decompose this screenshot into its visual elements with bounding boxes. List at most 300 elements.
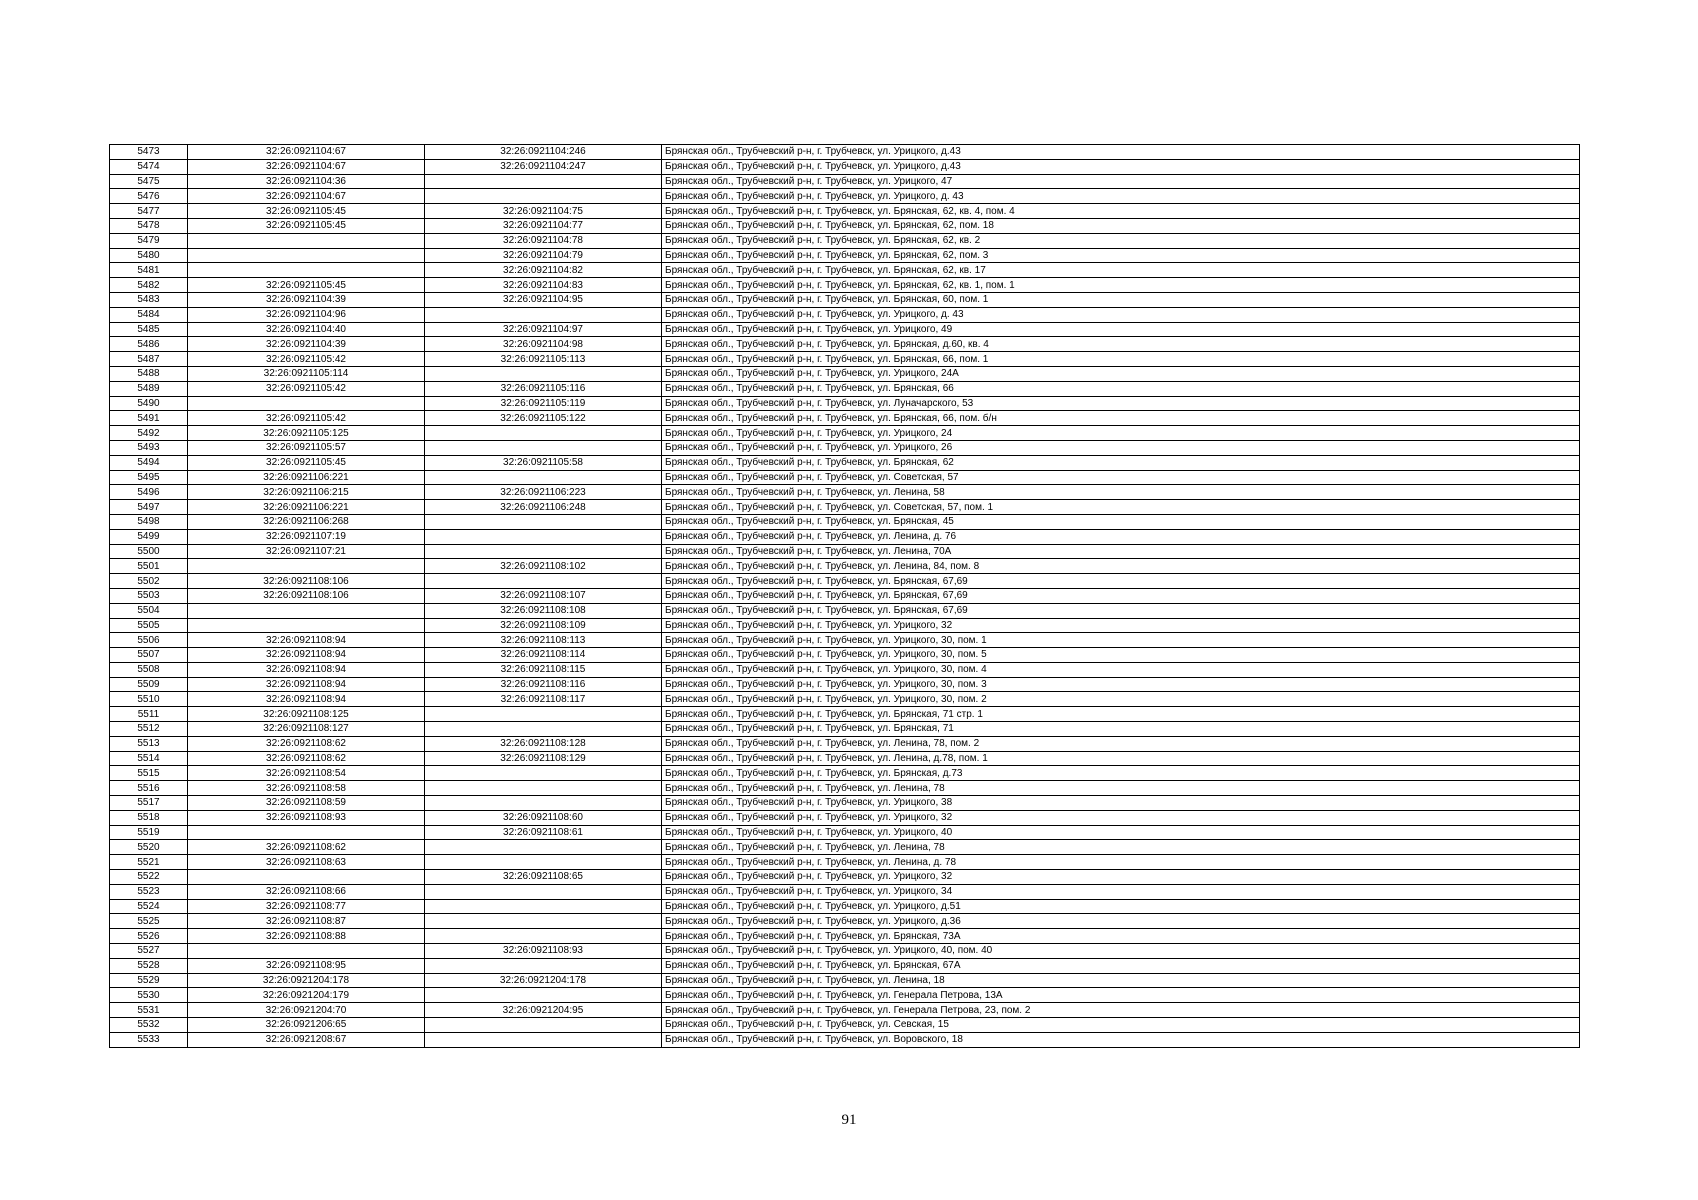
land-cadastral-number-cell bbox=[188, 825, 425, 840]
row-number-cell: 5502 bbox=[110, 574, 188, 589]
address-cell: Брянская обл., Трубчевский р-н, г. Трубчевск, ул. Брянская, д.73 bbox=[662, 766, 1580, 781]
table-row bbox=[110, 145, 1580, 160]
address-cell: Брянская обл., Трубчевский р-н, г. Трубчевск, ул. Брянская, 62, пом. 3 bbox=[662, 248, 1580, 263]
row-number-cell: 5487 bbox=[110, 352, 188, 367]
land-cadastral-number-cell bbox=[188, 233, 425, 248]
land-cadastral-number-cell: 32:26:0921108:66 bbox=[188, 884, 425, 899]
table-row bbox=[110, 248, 1580, 263]
land-cadastral-number-cell: 32:26:0921108:59 bbox=[188, 796, 425, 811]
row-number-cell: 5521 bbox=[110, 855, 188, 870]
table-row bbox=[110, 973, 1580, 988]
row-number-cell: 5530 bbox=[110, 988, 188, 1003]
table-row bbox=[110, 1003, 1580, 1018]
row-number-cell: 5499 bbox=[110, 529, 188, 544]
object-cadastral-number-cell: 32:26:0921104:77 bbox=[425, 218, 662, 233]
object-cadastral-number-cell bbox=[425, 470, 662, 485]
table-row bbox=[110, 722, 1580, 737]
land-cadastral-number-cell: 32:26:0921106:268 bbox=[188, 514, 425, 529]
table-row bbox=[110, 899, 1580, 914]
row-number-cell: 5483 bbox=[110, 292, 188, 307]
row-number-cell: 5498 bbox=[110, 514, 188, 529]
address-cell: Брянская обл., Трубчевский р-н, г. Трубчевск, ул. Урицкого, 32 bbox=[662, 810, 1580, 825]
object-cadastral-number-cell: 32:26:0921105:58 bbox=[425, 455, 662, 470]
address-cell: Брянская обл., Трубчевский р-н, г. Трубчевск, ул. Брянская, д.60, кв. 4 bbox=[662, 337, 1580, 352]
table-row bbox=[110, 840, 1580, 855]
row-number-cell: 5518 bbox=[110, 810, 188, 825]
table-row bbox=[110, 426, 1580, 441]
object-cadastral-number-cell: 32:26:0921108:65 bbox=[425, 870, 662, 885]
address-cell: Брянская обл., Трубчевский р-н, г. Трубчевск, ул. Урицкого, 32 bbox=[662, 618, 1580, 633]
address-cell: Брянская обл., Трубчевский р-н, г. Трубчевск, ул. Брянская, 62, кв. 2 bbox=[662, 233, 1580, 248]
object-cadastral-number-cell: 32:26:0921204:95 bbox=[425, 1003, 662, 1018]
row-number-cell: 5481 bbox=[110, 263, 188, 278]
table-row bbox=[110, 470, 1580, 485]
row-number-cell: 5533 bbox=[110, 1032, 188, 1047]
object-cadastral-number-cell: 32:26:0921104:246 bbox=[425, 145, 662, 160]
row-number-cell: 5496 bbox=[110, 485, 188, 500]
object-cadastral-number-cell bbox=[425, 766, 662, 781]
address-cell: Брянская обл., Трубчевский р-н, г. Трубчевск, ул. Ленина, д. 78 bbox=[662, 855, 1580, 870]
address-cell: Брянская обл., Трубчевский р-н, г. Трубчевск, ул. Урицкого, 49 bbox=[662, 322, 1580, 337]
object-cadastral-number-cell bbox=[425, 1018, 662, 1033]
address-cell: Брянская обл., Трубчевский р-н, г. Трубчевск, ул. Урицкого, 40 bbox=[662, 825, 1580, 840]
row-number-cell: 5520 bbox=[110, 840, 188, 855]
address-cell: Брянская обл., Трубчевский р-н, г. Трубчевск, ул. Урицкого, 47 bbox=[662, 174, 1580, 189]
object-cadastral-number-cell: 32:26:0921104:98 bbox=[425, 337, 662, 352]
object-cadastral-number-cell bbox=[425, 574, 662, 589]
land-cadastral-number-cell: 32:26:0921108:62 bbox=[188, 736, 425, 751]
row-number-cell: 5489 bbox=[110, 381, 188, 396]
land-cadastral-number-cell: 32:26:0921108:95 bbox=[188, 958, 425, 973]
address-cell: Брянская обл., Трубчевский р-н, г. Трубчевск, ул. Советская, 57 bbox=[662, 470, 1580, 485]
table-row bbox=[110, 337, 1580, 352]
object-cadastral-number-cell: 32:26:0921105:122 bbox=[425, 411, 662, 426]
land-cadastral-number-cell: 32:26:0921105:45 bbox=[188, 278, 425, 293]
address-cell: Брянская обл., Трубчевский р-н, г. Трубчевск, ул. Брянская, 71 стр. 1 bbox=[662, 707, 1580, 722]
address-cell: Брянская обл., Трубчевский р-н, г. Трубчевск, ул. Брянская, 67,69 bbox=[662, 603, 1580, 618]
address-cell: Брянская обл., Трубчевский р-н, г. Трубчевск, ул. Брянская, 62 bbox=[662, 455, 1580, 470]
address-cell: Брянская обл., Трубчевский р-н, г. Трубчевск, ул. Брянская, 67А bbox=[662, 958, 1580, 973]
object-cadastral-number-cell: 32:26:0921108:128 bbox=[425, 736, 662, 751]
table-row bbox=[110, 870, 1580, 885]
land-cadastral-number-cell: 32:26:0921105:45 bbox=[188, 218, 425, 233]
row-number-cell: 5523 bbox=[110, 884, 188, 899]
address-cell: Брянская обл., Трубчевский р-н, г. Трубчевск, ул. Урицкого, 26 bbox=[662, 440, 1580, 455]
land-cadastral-number-cell: 32:26:0921108:127 bbox=[188, 722, 425, 737]
address-cell: Брянская обл., Трубчевский р-н, г. Трубчевск, ул. Урицкого, 24А bbox=[662, 366, 1580, 381]
row-number-cell: 5475 bbox=[110, 174, 188, 189]
table-row bbox=[110, 736, 1580, 751]
table-row bbox=[110, 514, 1580, 529]
address-cell: Брянская обл., Трубчевский р-н, г. Трубчевск, ул. Советская, 57, пом. 1 bbox=[662, 500, 1580, 515]
land-cadastral-number-cell: 32:26:0921104:67 bbox=[188, 189, 425, 204]
object-cadastral-number-cell: 32:26:0921104:95 bbox=[425, 292, 662, 307]
object-cadastral-number-cell bbox=[425, 914, 662, 929]
address-cell: Брянская обл., Трубчевский р-н, г. Трубчевск, ул. Ленина, 78 bbox=[662, 840, 1580, 855]
table-row bbox=[110, 633, 1580, 648]
land-cadastral-number-cell: 32:26:0921104:67 bbox=[188, 145, 425, 160]
table-row bbox=[110, 411, 1580, 426]
object-cadastral-number-cell bbox=[425, 426, 662, 441]
address-cell: Брянская обл., Трубчевский р-н, г. Трубчевск, ул. Урицкого, д.36 bbox=[662, 914, 1580, 929]
object-cadastral-number-cell: 32:26:0921108:108 bbox=[425, 603, 662, 618]
row-number-cell: 5494 bbox=[110, 455, 188, 470]
address-cell: Брянская обл., Трубчевский р-н, г. Трубчевск, ул. Воровского, 18 bbox=[662, 1032, 1580, 1047]
land-cadastral-number-cell bbox=[188, 263, 425, 278]
object-cadastral-number-cell: 32:26:0921108:60 bbox=[425, 810, 662, 825]
object-cadastral-number-cell bbox=[425, 529, 662, 544]
row-number-cell: 5504 bbox=[110, 603, 188, 618]
row-number-cell: 5497 bbox=[110, 500, 188, 515]
row-number-cell: 5529 bbox=[110, 973, 188, 988]
land-cadastral-number-cell: 32:26:0921108:94 bbox=[188, 677, 425, 692]
object-cadastral-number-cell bbox=[425, 174, 662, 189]
row-number-cell: 5492 bbox=[110, 426, 188, 441]
address-cell: Брянская обл., Трубчевский р-н, г. Трубчевск, ул. Урицкого, д. 43 bbox=[662, 307, 1580, 322]
land-cadastral-number-cell bbox=[188, 559, 425, 574]
table-row bbox=[110, 159, 1580, 174]
object-cadastral-number-cell bbox=[425, 366, 662, 381]
row-number-cell: 5511 bbox=[110, 707, 188, 722]
object-cadastral-number-cell bbox=[425, 781, 662, 796]
table-row bbox=[110, 366, 1580, 381]
table-row bbox=[110, 322, 1580, 337]
address-cell: Брянская обл., Трубчевский р-н, г. Трубчевск, ул. Брянская, 71 bbox=[662, 722, 1580, 737]
address-cell: Брянская обл., Трубчевский р-н, г. Трубчевск, ул. Урицкого, д. 43 bbox=[662, 189, 1580, 204]
land-cadastral-number-cell: 32:26:0921107:21 bbox=[188, 544, 425, 559]
row-number-cell: 5508 bbox=[110, 662, 188, 677]
land-cadastral-number-cell: 32:26:0921104:36 bbox=[188, 174, 425, 189]
row-number-cell: 5485 bbox=[110, 322, 188, 337]
row-number-cell: 5479 bbox=[110, 233, 188, 248]
row-number-cell: 5516 bbox=[110, 781, 188, 796]
land-cadastral-number-cell: 32:26:0921105:45 bbox=[188, 204, 425, 219]
row-number-cell: 5503 bbox=[110, 588, 188, 603]
table-row bbox=[110, 825, 1580, 840]
object-cadastral-number-cell: 32:26:0921105:113 bbox=[425, 352, 662, 367]
object-cadastral-number-cell: 32:26:0921104:79 bbox=[425, 248, 662, 263]
address-cell: Брянская обл., Трубчевский р-н, г. Трубчевск, ул. Урицкого, 34 bbox=[662, 884, 1580, 899]
address-cell: Брянская обл., Трубчевский р-н, г. Трубчевск, ул. Урицкого, 24 bbox=[662, 426, 1580, 441]
table-row bbox=[110, 958, 1580, 973]
land-cadastral-number-cell: 32:26:0921108:58 bbox=[188, 781, 425, 796]
land-cadastral-number-cell: 32:26:0921204:70 bbox=[188, 1003, 425, 1018]
land-cadastral-number-cell: 32:26:0921108:93 bbox=[188, 810, 425, 825]
address-cell: Брянская обл., Трубчевский р-н, г. Трубчевск, ул. Брянская, 60, пом. 1 bbox=[662, 292, 1580, 307]
table-row bbox=[110, 544, 1580, 559]
row-number-cell: 5505 bbox=[110, 618, 188, 633]
address-cell: Брянская обл., Трубчевский р-н, г. Трубчевск, ул. Брянская, 66, пом. б/н bbox=[662, 411, 1580, 426]
table-row bbox=[110, 574, 1580, 589]
land-cadastral-number-cell: 32:26:0921105:45 bbox=[188, 455, 425, 470]
address-cell: Брянская обл., Трубчевский р-н, г. Трубчевск, ул. Ленина, д. 76 bbox=[662, 529, 1580, 544]
address-cell: Брянская обл., Трубчевский р-н, г. Трубчевск, ул. Урицкого, 30, пом. 1 bbox=[662, 633, 1580, 648]
land-cadastral-number-cell: 32:26:0921108:94 bbox=[188, 648, 425, 663]
address-cell: Брянская обл., Трубчевский р-н, г. Трубчевск, ул. Ленина, 58 bbox=[662, 485, 1580, 500]
address-cell: Брянская обл., Трубчевский р-н, г. Трубчевск, ул. Брянская, 73А bbox=[662, 929, 1580, 944]
object-cadastral-number-cell: 32:26:0921105:116 bbox=[425, 381, 662, 396]
object-cadastral-number-cell: 32:26:0921108:61 bbox=[425, 825, 662, 840]
land-cadastral-number-cell: 32:26:0921104:96 bbox=[188, 307, 425, 322]
row-number-cell: 5526 bbox=[110, 929, 188, 944]
row-number-cell: 5532 bbox=[110, 1018, 188, 1033]
address-cell: Брянская обл., Трубчевский р-н, г. Трубчевск, ул. Урицкого, 30, пом. 4 bbox=[662, 662, 1580, 677]
address-cell: Брянская обл., Трубчевский р-н, г. Трубчевск, ул. Брянская, 66, пом. 1 bbox=[662, 352, 1580, 367]
address-cell: Брянская обл., Трубчевский р-н, г. Трубчевск, ул. Ленина, д.78, пом. 1 bbox=[662, 751, 1580, 766]
object-cadastral-number-cell bbox=[425, 884, 662, 899]
row-number-cell: 5519 bbox=[110, 825, 188, 840]
row-number-cell: 5490 bbox=[110, 396, 188, 411]
object-cadastral-number-cell bbox=[425, 514, 662, 529]
row-number-cell: 5482 bbox=[110, 278, 188, 293]
row-number-cell: 5500 bbox=[110, 544, 188, 559]
land-cadastral-number-cell: 32:26:0921108:77 bbox=[188, 899, 425, 914]
row-number-cell: 5480 bbox=[110, 248, 188, 263]
object-cadastral-number-cell: 32:26:0921104:75 bbox=[425, 204, 662, 219]
object-cadastral-number-cell bbox=[425, 189, 662, 204]
table-row bbox=[110, 766, 1580, 781]
row-number-cell: 5476 bbox=[110, 189, 188, 204]
address-cell: Брянская обл., Трубчевский р-н, г. Трубчевск, ул. Урицкого, 30, пом. 5 bbox=[662, 648, 1580, 663]
table-row bbox=[110, 884, 1580, 899]
row-number-cell: 5488 bbox=[110, 366, 188, 381]
object-cadastral-number-cell bbox=[425, 707, 662, 722]
table-row bbox=[110, 810, 1580, 825]
land-cadastral-number-cell: 32:26:0921208:67 bbox=[188, 1032, 425, 1047]
table-row bbox=[110, 677, 1580, 692]
land-cadastral-number-cell: 32:26:0921108:125 bbox=[188, 707, 425, 722]
table-row bbox=[110, 648, 1580, 663]
address-cell: Брянская обл., Трубчевский р-н, г. Трубчевск, ул. Урицкого, 32 bbox=[662, 870, 1580, 885]
land-cadastral-number-cell: 32:26:0921105:42 bbox=[188, 411, 425, 426]
row-number-cell: 5528 bbox=[110, 958, 188, 973]
object-cadastral-number-cell: 32:26:0921108:107 bbox=[425, 588, 662, 603]
object-cadastral-number-cell bbox=[425, 958, 662, 973]
table-row bbox=[110, 352, 1580, 367]
table-row bbox=[110, 500, 1580, 515]
address-cell: Брянская обл., Трубчевский р-н, г. Трубчевск, ул. Брянская, 62, кв. 1, пом. 1 bbox=[662, 278, 1580, 293]
row-number-cell: 5478 bbox=[110, 218, 188, 233]
row-number-cell: 5515 bbox=[110, 766, 188, 781]
table-row bbox=[110, 796, 1580, 811]
address-cell: Брянская обл., Трубчевский р-н, г. Трубчевск, ул. Ленина, 70А bbox=[662, 544, 1580, 559]
row-number-cell: 5531 bbox=[110, 1003, 188, 1018]
land-cadastral-number-cell bbox=[188, 603, 425, 618]
land-cadastral-number-cell: 32:26:0921104:40 bbox=[188, 322, 425, 337]
address-cell: Брянская обл., Трубчевский р-н, г. Трубчевск, ул. Урицкого, д.43 bbox=[662, 159, 1580, 174]
row-number-cell: 5473 bbox=[110, 145, 188, 160]
object-cadastral-number-cell bbox=[425, 840, 662, 855]
address-cell: Брянская обл., Трубчевский р-н, г. Трубчевск, ул. Урицкого, д.51 bbox=[662, 899, 1580, 914]
table-row bbox=[110, 189, 1580, 204]
registry-table bbox=[109, 144, 1580, 1048]
page-number: 91 bbox=[841, 1112, 857, 1128]
land-cadastral-number-cell: 32:26:0921108:94 bbox=[188, 633, 425, 648]
land-cadastral-number-cell: 32:26:0921104:39 bbox=[188, 292, 425, 307]
object-cadastral-number-cell bbox=[425, 988, 662, 1003]
object-cadastral-number-cell bbox=[425, 722, 662, 737]
land-cadastral-number-cell: 32:26:0921104:67 bbox=[188, 159, 425, 174]
address-cell: Брянская обл., Трубчевский р-н, г. Трубчевск, ул. Урицкого, 38 bbox=[662, 796, 1580, 811]
object-cadastral-number-cell bbox=[425, 899, 662, 914]
land-cadastral-number-cell: 32:26:0921108:94 bbox=[188, 692, 425, 707]
address-cell: Брянская обл., Трубчевский р-н, г. Трубчевск, ул. Ленина, 78 bbox=[662, 781, 1580, 796]
object-cadastral-number-cell: 32:26:0921108:109 bbox=[425, 618, 662, 633]
land-cadastral-number-cell: 32:26:0921204:179 bbox=[188, 988, 425, 1003]
table-row bbox=[110, 588, 1580, 603]
address-cell: Брянская обл., Трубчевский р-н, г. Трубчевск, ул. Брянская, 66 bbox=[662, 381, 1580, 396]
row-number-cell: 5477 bbox=[110, 204, 188, 219]
object-cadastral-number-cell bbox=[425, 796, 662, 811]
object-cadastral-number-cell bbox=[425, 1032, 662, 1047]
row-number-cell: 5522 bbox=[110, 870, 188, 885]
object-cadastral-number-cell: 32:26:0921108:117 bbox=[425, 692, 662, 707]
object-cadastral-number-cell: 32:26:0921108:93 bbox=[425, 944, 662, 959]
row-number-cell: 5507 bbox=[110, 648, 188, 663]
address-cell: Брянская обл., Трубчевский р-н, г. Трубчевск, ул. Урицкого, д.43 bbox=[662, 145, 1580, 160]
table-row bbox=[110, 1032, 1580, 1047]
row-number-cell: 5493 bbox=[110, 440, 188, 455]
land-cadastral-number-cell: 32:26:0921108:62 bbox=[188, 751, 425, 766]
table-row bbox=[110, 751, 1580, 766]
table-row bbox=[110, 292, 1580, 307]
table-row bbox=[110, 559, 1580, 574]
address-cell: Брянская обл., Трубчевский р-н, г. Трубчевск, ул. Брянская, 45 bbox=[662, 514, 1580, 529]
land-cadastral-number-cell: 32:26:0921104:39 bbox=[188, 337, 425, 352]
land-cadastral-number-cell bbox=[188, 870, 425, 885]
address-cell: Брянская обл., Трубчевский р-н, г. Трубчевск, ул. Урицкого, 40, пом. 40 bbox=[662, 944, 1580, 959]
land-cadastral-number-cell: 32:26:0921108:106 bbox=[188, 574, 425, 589]
row-number-cell: 5513 bbox=[110, 736, 188, 751]
table-row bbox=[110, 278, 1580, 293]
row-number-cell: 5486 bbox=[110, 337, 188, 352]
table-row bbox=[110, 233, 1580, 248]
object-cadastral-number-cell: 32:26:0921204:178 bbox=[425, 973, 662, 988]
land-cadastral-number-cell: 32:26:0921105:42 bbox=[188, 381, 425, 396]
land-cadastral-number-cell: 32:26:0921108:63 bbox=[188, 855, 425, 870]
row-number-cell: 5527 bbox=[110, 944, 188, 959]
address-cell: Брянская обл., Трубчевский р-н, г. Трубчевск, ул. Ленина, 18 bbox=[662, 973, 1580, 988]
address-cell: Брянская обл., Трубчевский р-н, г. Трубчевск, ул. Брянская, 67,69 bbox=[662, 588, 1580, 603]
object-cadastral-number-cell: 32:26:0921106:223 bbox=[425, 485, 662, 500]
object-cadastral-number-cell: 32:26:0921104:247 bbox=[425, 159, 662, 174]
object-cadastral-number-cell: 32:26:0921108:115 bbox=[425, 662, 662, 677]
land-cadastral-number-cell bbox=[188, 396, 425, 411]
row-number-cell: 5514 bbox=[110, 751, 188, 766]
table-row bbox=[110, 455, 1580, 470]
object-cadastral-number-cell: 32:26:0921105:119 bbox=[425, 396, 662, 411]
row-number-cell: 5510 bbox=[110, 692, 188, 707]
row-number-cell: 5509 bbox=[110, 677, 188, 692]
address-cell: Брянская обл., Трубчевский р-н, г. Трубчевск, ул. Севская, 15 bbox=[662, 1018, 1580, 1033]
object-cadastral-number-cell: 32:26:0921104:97 bbox=[425, 322, 662, 337]
land-cadastral-number-cell: 32:26:0921107:19 bbox=[188, 529, 425, 544]
registry-table-body bbox=[110, 145, 1580, 1048]
object-cadastral-number-cell bbox=[425, 544, 662, 559]
table-row bbox=[110, 944, 1580, 959]
land-cadastral-number-cell bbox=[188, 618, 425, 633]
object-cadastral-number-cell bbox=[425, 307, 662, 322]
object-cadastral-number-cell: 32:26:0921104:78 bbox=[425, 233, 662, 248]
land-cadastral-number-cell: 32:26:0921108:94 bbox=[188, 662, 425, 677]
object-cadastral-number-cell: 32:26:0921104:82 bbox=[425, 263, 662, 278]
land-cadastral-number-cell: 32:26:0921108:54 bbox=[188, 766, 425, 781]
table-row bbox=[110, 855, 1580, 870]
row-number-cell: 5491 bbox=[110, 411, 188, 426]
object-cadastral-number-cell: 32:26:0921108:113 bbox=[425, 633, 662, 648]
table-row bbox=[110, 263, 1580, 278]
land-cadastral-number-cell: 32:26:0921105:42 bbox=[188, 352, 425, 367]
land-cadastral-number-cell: 32:26:0921108:88 bbox=[188, 929, 425, 944]
table-row bbox=[110, 307, 1580, 322]
table-row bbox=[110, 529, 1580, 544]
address-cell: Брянская обл., Трубчевский р-н, г. Трубчевск, ул. Урицкого, 30, пом. 2 bbox=[662, 692, 1580, 707]
table-row bbox=[110, 929, 1580, 944]
land-cadastral-number-cell bbox=[188, 944, 425, 959]
table-row bbox=[110, 603, 1580, 618]
table-row bbox=[110, 988, 1580, 1003]
address-cell: Брянская обл., Трубчевский р-н, г. Трубчевск, ул. Брянская, 67,69 bbox=[662, 574, 1580, 589]
land-cadastral-number-cell: 32:26:0921106:221 bbox=[188, 470, 425, 485]
table-row bbox=[110, 174, 1580, 189]
land-cadastral-number-cell: 32:26:0921206:65 bbox=[188, 1018, 425, 1033]
table-row bbox=[110, 618, 1580, 633]
object-cadastral-number-cell bbox=[425, 855, 662, 870]
table-row bbox=[110, 1018, 1580, 1033]
row-number-cell: 5525 bbox=[110, 914, 188, 929]
row-number-cell: 5501 bbox=[110, 559, 188, 574]
table-row bbox=[110, 781, 1580, 796]
land-cadastral-number-cell: 32:26:0921204:178 bbox=[188, 973, 425, 988]
object-cadastral-number-cell: 32:26:0921108:129 bbox=[425, 751, 662, 766]
address-cell: Брянская обл., Трубчевский р-н, г. Трубчевск, ул. Урицкого, 30, пом. 3 bbox=[662, 677, 1580, 692]
table-row bbox=[110, 381, 1580, 396]
object-cadastral-number-cell: 32:26:0921108:102 bbox=[425, 559, 662, 574]
land-cadastral-number-cell: 32:26:0921105:125 bbox=[188, 426, 425, 441]
table-row bbox=[110, 218, 1580, 233]
land-cadastral-number-cell: 32:26:0921105:57 bbox=[188, 440, 425, 455]
row-number-cell: 5484 bbox=[110, 307, 188, 322]
row-number-cell: 5495 bbox=[110, 470, 188, 485]
address-cell: Брянская обл., Трубчевский р-н, г. Трубчевск, ул. Генерала Петрова, 23, пом. 2 bbox=[662, 1003, 1580, 1018]
table-row bbox=[110, 440, 1580, 455]
table-row bbox=[110, 914, 1580, 929]
address-cell: Брянская обл., Трубчевский р-н, г. Трубчевск, ул. Брянская, 62, кв. 4, пом. 4 bbox=[662, 204, 1580, 219]
object-cadastral-number-cell: 32:26:0921108:114 bbox=[425, 648, 662, 663]
address-cell: Брянская обл., Трубчевский р-н, г. Трубчевск, ул. Луначарского, 53 bbox=[662, 396, 1580, 411]
table-row bbox=[110, 707, 1580, 722]
row-number-cell: 5506 bbox=[110, 633, 188, 648]
address-cell: Брянская обл., Трубчевский р-н, г. Трубчевск, ул. Генерала Петрова, 13А bbox=[662, 988, 1580, 1003]
object-cadastral-number-cell: 32:26:0921104:83 bbox=[425, 278, 662, 293]
land-cadastral-number-cell: 32:26:0921108:106 bbox=[188, 588, 425, 603]
table-row bbox=[110, 692, 1580, 707]
table-row bbox=[110, 485, 1580, 500]
table-row bbox=[110, 662, 1580, 677]
land-cadastral-number-cell: 32:26:0921108:62 bbox=[188, 840, 425, 855]
object-cadastral-number-cell: 32:26:0921106:248 bbox=[425, 500, 662, 515]
land-cadastral-number-cell: 32:26:0921105:114 bbox=[188, 366, 425, 381]
land-cadastral-number-cell: 32:26:0921106:221 bbox=[188, 500, 425, 515]
row-number-cell: 5517 bbox=[110, 796, 188, 811]
land-cadastral-number-cell: 32:26:0921108:87 bbox=[188, 914, 425, 929]
address-cell: Брянская обл., Трубчевский р-н, г. Трубчевск, ул. Брянская, 62, кв. 17 bbox=[662, 263, 1580, 278]
row-number-cell: 5512 bbox=[110, 722, 188, 737]
land-cadastral-number-cell: 32:26:0921106:215 bbox=[188, 485, 425, 500]
object-cadastral-number-cell bbox=[425, 929, 662, 944]
object-cadastral-number-cell: 32:26:0921108:116 bbox=[425, 677, 662, 692]
table-row bbox=[110, 396, 1580, 411]
